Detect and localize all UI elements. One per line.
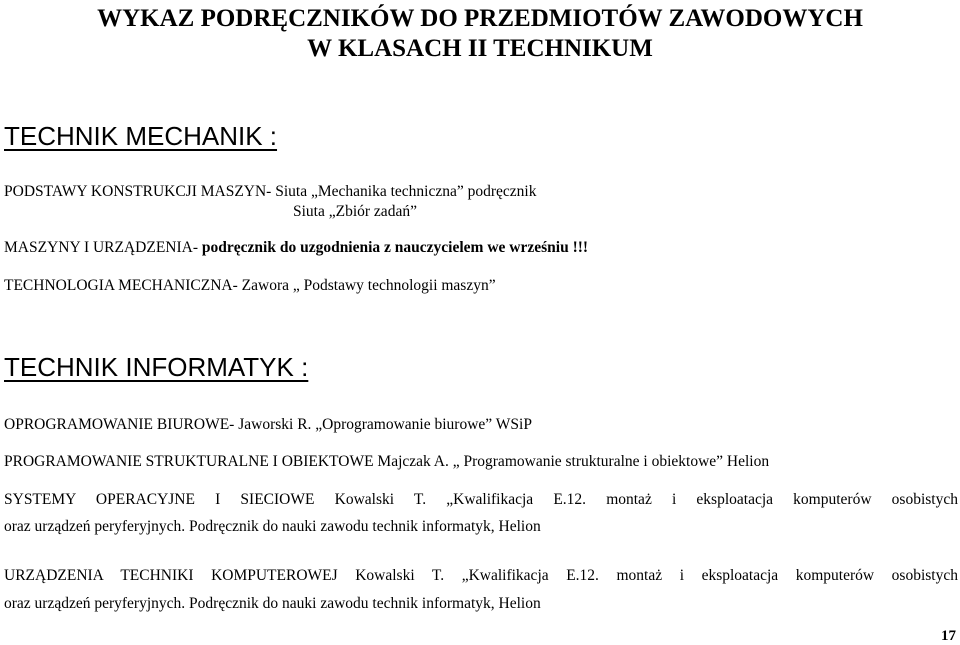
page-number: 17 xyxy=(941,628,956,644)
section-heading-informatyk: TECHNIK INFORMATYK : xyxy=(4,352,309,382)
entry-oprogramowanie-biurowe: OPROGRAMOWANIE BIUROWE- Jaworski R. „Oprogramowanie biurowe” WSiP xyxy=(4,416,532,433)
entry-maszyny-prefix: MASZYNY I URZĄDZENIA- xyxy=(4,239,202,256)
entry-urzadzenia-techniki-line-1: URZĄDZENIA TECHNIKI KOMPUTEROWEJ Kowalski T. „Kwalifikacja E.12. montaż i eksploatacja komputerów osobistych xyxy=(4,567,958,584)
entry-systemy-operacyjne-line-1: SYSTEMY OPERACYJNE I SIECIOWE Kowalski T. „Kwalifikacja E.12. montaż i eksploatacja komputerów osobistych xyxy=(4,491,958,508)
document-title-line-2: W KLASACH II TECHNIKUM xyxy=(307,35,653,62)
section-heading-mechanik: TECHNIK MECHANIK : xyxy=(4,121,278,151)
entry-programowanie-strukturalne: PROGRAMOWANIE STRUKTURALNE I OBIEKTOWE Majczak A. „ Programowanie strukturalne i obiektowe” Helion xyxy=(4,453,770,470)
entry-maszyny-urzadzenia xyxy=(4,238,588,258)
entry-podstawy-konstrukcji-line-1: PODSTAWY KONSTRUKCJI MASZYN- Siuta „Mechanika techniczna” podręcznik xyxy=(4,183,537,200)
entry-maszyny-note: podręcznik do uzgodnienia z nauczycielem we wrześniu !!! xyxy=(201,239,589,256)
document-title-line-1: WYKAZ PODRĘCZNIKÓW DO PRZEDMIOTÓW ZAWODOWYCH xyxy=(97,5,863,32)
entry-technologia-mechaniczna: TECHNOLOGIA MECHANICZNA- Zawora „ Podstawy technologii maszyn” xyxy=(4,277,496,294)
entry-urzadzenia-techniki-line-2: oraz urządzeń peryferyjnych. Podręcznik do nauki zawodu technik informatyk, Helion xyxy=(4,595,541,612)
entry-systemy-operacyjne-line-2: oraz urządzeń peryferyjnych. Podręcznik do nauki zawodu technik informatyk, Helion xyxy=(4,518,541,535)
entry-podstawy-konstrukcji-line-2: Siuta „Zbiór zadań” xyxy=(293,203,417,220)
